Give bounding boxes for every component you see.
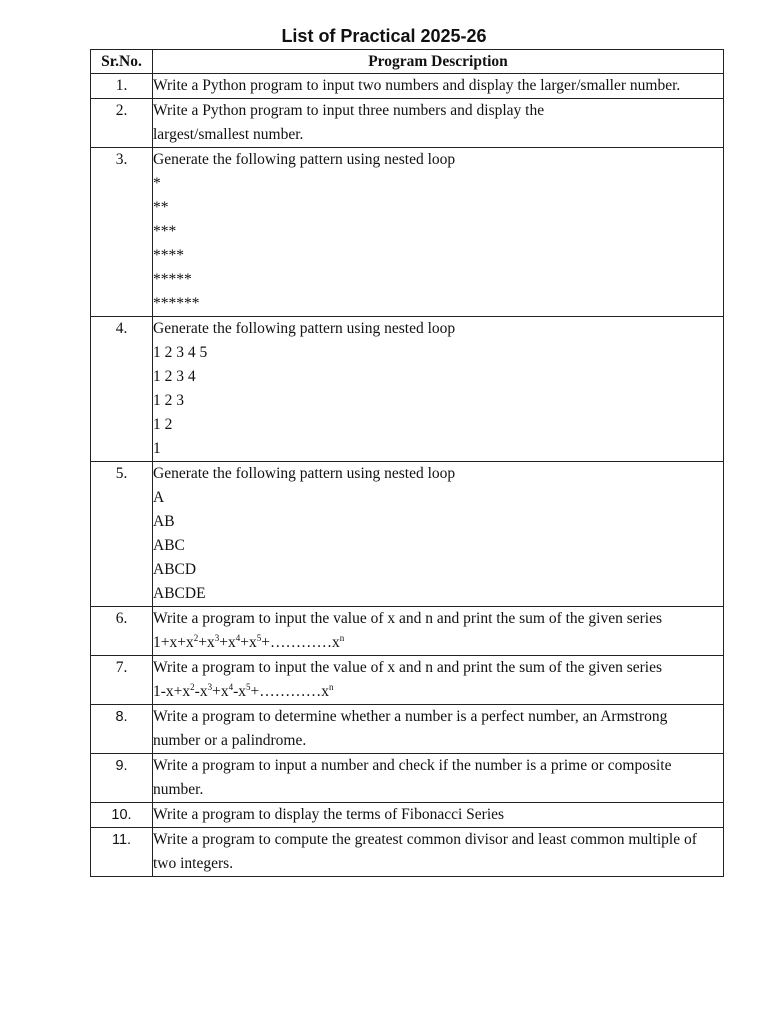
row-serial-number: 8. <box>91 705 153 754</box>
description-text: Write a Python program to input two numbers and display the larger/smaller number. <box>153 77 681 94</box>
row-description <box>153 317 724 462</box>
table-row <box>91 656 724 705</box>
table-row <box>91 148 724 317</box>
column-header-program-description: Program Description <box>153 50 724 74</box>
pattern-line: *** <box>153 223 177 240</box>
row-description <box>153 803 724 828</box>
table-row <box>91 803 724 828</box>
row-description <box>153 828 724 877</box>
row-serial-number: 3. <box>91 148 153 317</box>
table-row <box>91 99 724 148</box>
row-description <box>153 148 724 317</box>
row-serial-number: 5. <box>91 462 153 607</box>
pattern-line: 1 2 3 <box>153 392 184 409</box>
pattern-line: ****** <box>153 295 200 312</box>
description-text: Generate the following pattern using nested loop <box>153 151 456 168</box>
row-serial-number: 7. <box>91 656 153 705</box>
table-row <box>91 705 724 754</box>
table-row <box>91 462 724 607</box>
table-header-row <box>91 50 724 74</box>
table-row <box>91 317 724 462</box>
description-text: Generate the following pattern using nested loop <box>153 320 456 337</box>
pattern-line: ***** <box>153 271 192 288</box>
pattern-line: ABCDE <box>153 585 206 602</box>
pattern-line: ** <box>153 199 169 216</box>
row-serial-number: 2. <box>91 99 153 148</box>
row-description <box>153 754 724 803</box>
description-text: Write a program to input a number and check if the number is a prime or composite number. <box>153 757 672 798</box>
table-row <box>91 828 724 877</box>
pattern-line: AB <box>153 513 175 530</box>
row-serial-number: 11. <box>91 828 153 877</box>
row-serial-number: 9. <box>91 754 153 803</box>
row-description <box>153 705 724 754</box>
row-serial-number: 6. <box>91 607 153 656</box>
table-row <box>91 607 724 656</box>
pattern-line: 1 2 <box>153 416 173 433</box>
column-header-sr-no: Sr.No. <box>91 50 153 74</box>
row-description <box>153 462 724 607</box>
row-serial-number: 1. <box>91 74 153 99</box>
series-formula: $1+x+x^2+x^3+x^4+x^5+\dots\dots\dots\dots x^n$ <box>153 632 345 651</box>
pattern-line: 1 <box>153 440 161 457</box>
table-row <box>91 74 724 99</box>
pattern-line: ABC <box>153 537 185 554</box>
page-title: List of Practical 2025-26 <box>281 26 487 46</box>
row-serial-number: 10. <box>91 803 153 828</box>
description-text: Write a program to input the value of x and n and print the sum of the given series <box>153 659 663 676</box>
practical-list-table <box>90 49 724 877</box>
pattern-line: A <box>153 489 165 506</box>
description-text: Write a Python program to input three numbers and display the largest/smallest number. <box>153 102 545 143</box>
row-description <box>153 607 724 656</box>
pattern-line: **** <box>153 247 184 264</box>
row-description <box>153 74 724 99</box>
pattern-line: 1 2 3 4 <box>153 368 196 385</box>
description-text: Write a program to compute the greatest common divisor and least common multiple of two integers. <box>153 831 697 872</box>
row-serial-number: 4. <box>91 317 153 462</box>
series-formula: $1-x+x^2-x^3+x^4-x^5+\dots\dots\dots\dots x^n$ <box>153 681 334 700</box>
table-row <box>91 754 724 803</box>
pattern-line: ABCD <box>153 561 197 578</box>
pattern-line: 1 2 3 4 5 <box>153 344 208 361</box>
description-text: Write a program to input the value of x and n and print the sum of the given series <box>153 610 663 627</box>
row-description <box>153 99 724 148</box>
description-text: Write a program to display the terms of Fibonacci Series <box>153 806 505 823</box>
description-text: Generate the following pattern using nested loop <box>153 465 456 482</box>
row-description <box>153 656 724 705</box>
pattern-line: * <box>153 175 161 192</box>
description-text: Write a program to determine whether a number is a perfect number, an Armstrong number or a palindrome. <box>153 708 668 749</box>
